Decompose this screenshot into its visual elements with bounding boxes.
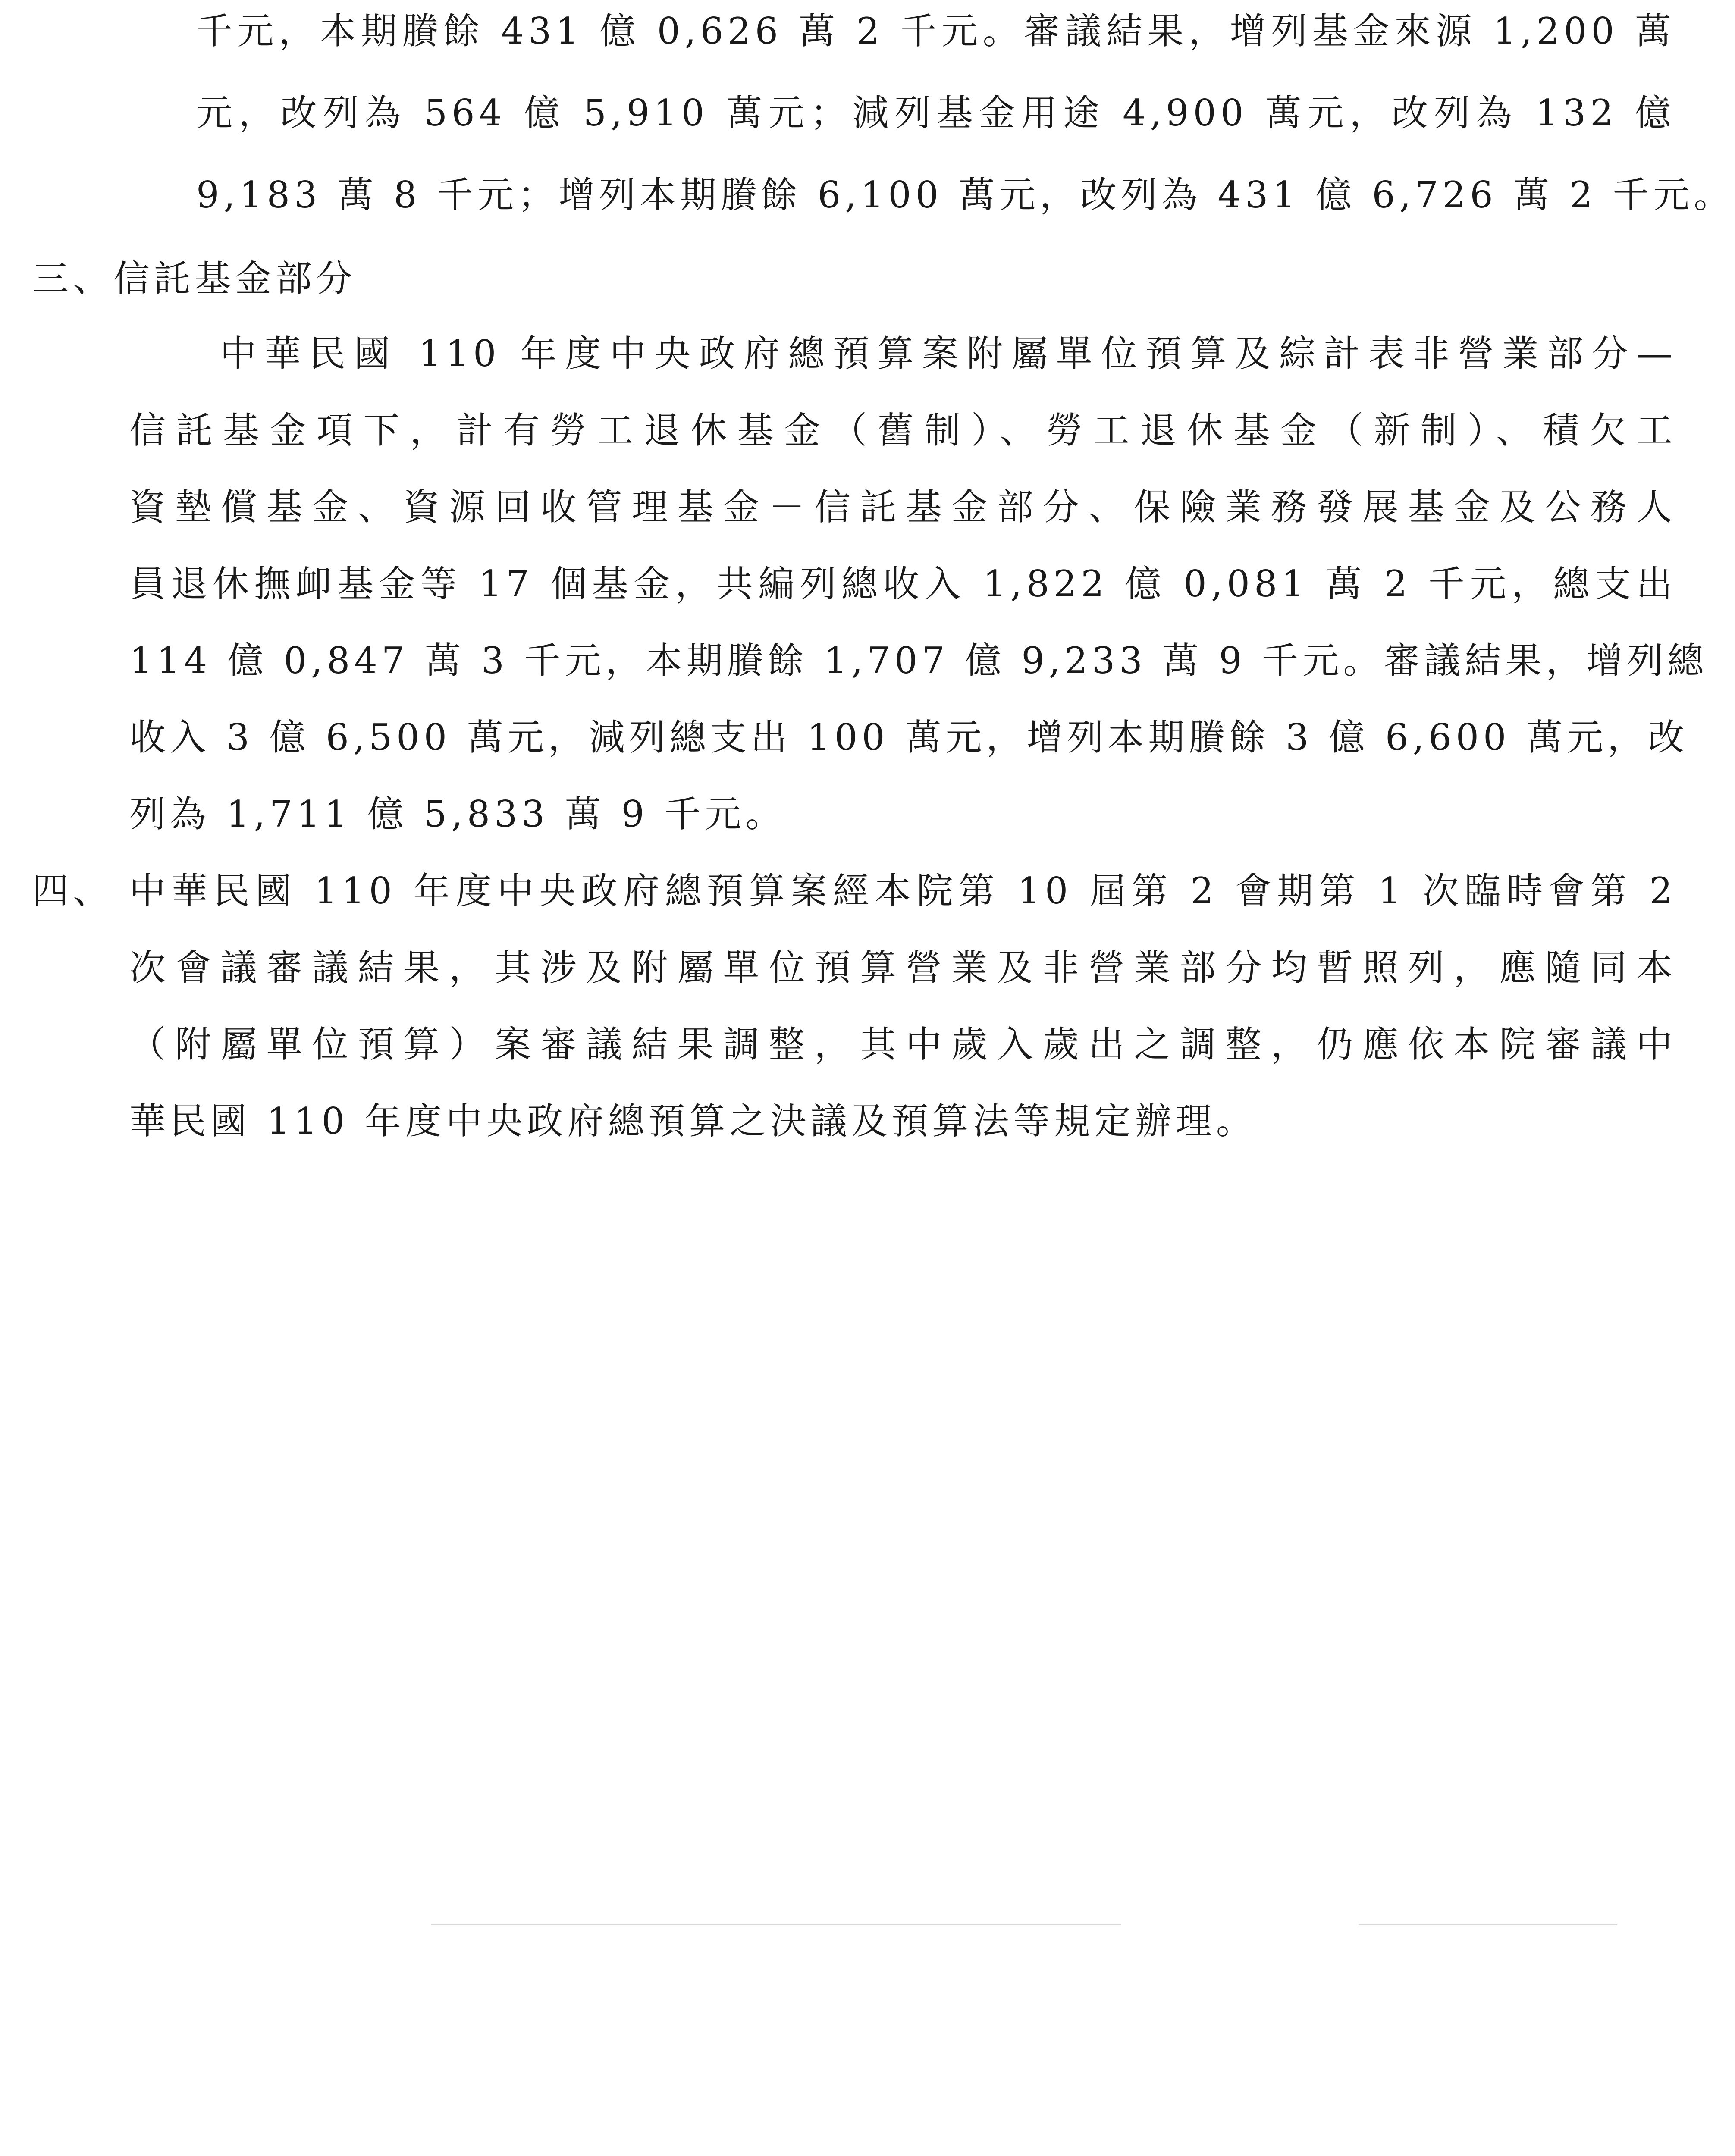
text-line: 次會議審議結果，其涉及附屬單位預算營業及非營業部分均暫照列，應隨同本 xyxy=(129,946,1677,989)
text-line: 資墊償基金、資源回收管理基金－信託基金部分、保險業務發展基金及公務人 xyxy=(129,486,1677,528)
text-line: 列為 1,711 億 5,833 萬 9 千元。 xyxy=(129,793,786,835)
text-line: 收入 3 億 6,500 萬元，減列總支出 100 萬元，增列本期賸餘 3 億 6,600 萬元，改 xyxy=(129,716,1689,758)
text-line: 元，改列為 564 億 5,910 萬元；減列基金用途 4,900 萬元，改列為 132 億 xyxy=(196,92,1675,134)
text-line: 信託基金項下，計有勞工退休基金（舊制）、勞工退休基金（新制）、積欠工 xyxy=(129,409,1677,451)
text-line: （附屬單位預算）案審議結果調整，其中歲入歲出之調整，仍應依本院審議中 xyxy=(129,1023,1677,1065)
scan-artifact-line xyxy=(1359,1924,1617,1925)
scan-artifact-line xyxy=(431,1924,1121,1925)
text-line: 千元，本期賸餘 431 億 0,626 萬 2 千元。審議結果，增列基金來源 1,200 萬 xyxy=(196,10,1675,52)
text-line: 員退休撫卹基金等 17 個基金，共編列總收入 1,822 億 0,081 萬 2 千元，總支出 xyxy=(129,563,1677,605)
section-number-four: 四、 xyxy=(32,870,114,912)
text-line: 華民國 110 年度中央政府總預算之決議及預算法等規定辦理。 xyxy=(129,1100,1257,1142)
section-heading-trust-fund: 三、信託基金部分 xyxy=(32,257,357,300)
text-line: 114 億 0,847 萬 3 千元，本期賸餘 1,707 億 9,233 萬 9 千元。審議結果，增列總 xyxy=(129,639,1708,682)
text-line: 9,183 萬 8 千元；增列本期賸餘 6,100 萬元，改列為 431 億 6,726 萬 2 千元。 xyxy=(196,174,1735,216)
text-line: 中華民國 110 年度中央政府總預算案附屬單位預算及綜計表非營業部分— xyxy=(220,332,1677,375)
text-line: 中華民國 110 年度中央政府總預算案經本院第 10 屆第 2 會期第 1 次臨時會第 2 xyxy=(129,870,1677,912)
